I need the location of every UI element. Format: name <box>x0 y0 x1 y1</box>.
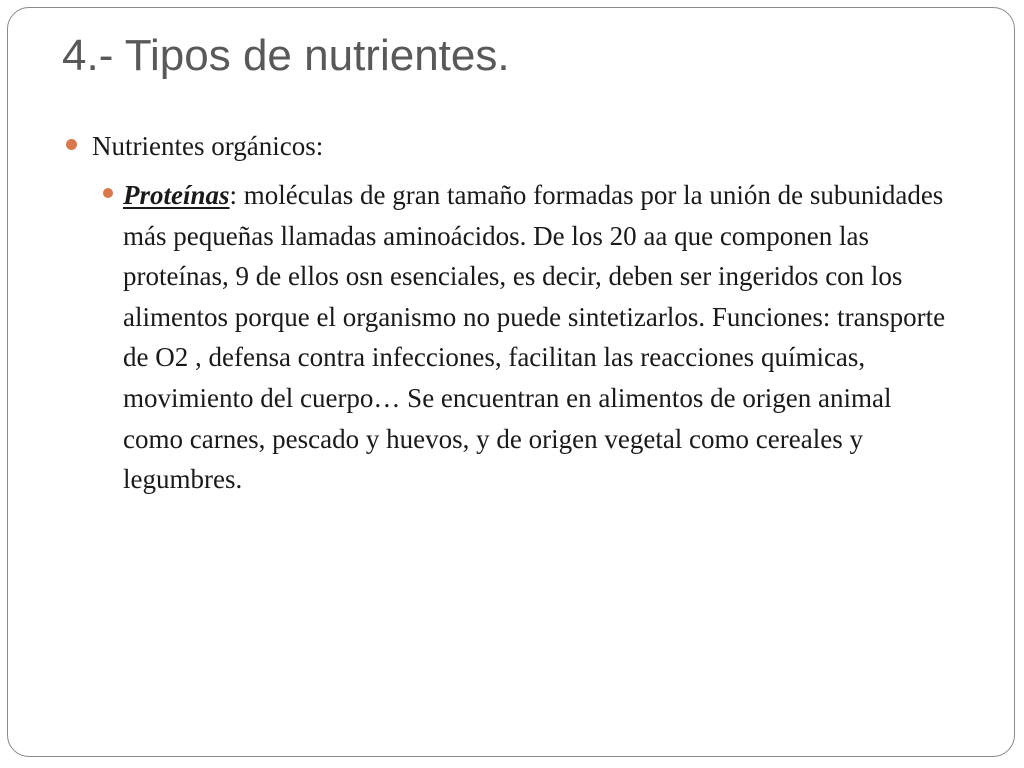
bullet-dot-icon <box>66 139 77 150</box>
proteinas-description: : moléculas de gran tamaño formadas por la unión de subunidades más pequeñas llamadas aminoácidos. De los 20 aa que componen las proteínas, 9 de ellos osn esenciales, es decir, deben ser ingeridos con los alimentos porque el organismo no puede sintetizarlos. Funciones: transporte de O2 , defensa contra infecciones, facilitan las reacciones químicas, movimiento del cuerpo… Se encuentran en alimentos de origen animal como carnes, pescado y huevos, y de origen vegetal como cereales y legumbres. <box>123 180 946 495</box>
sub-bullet-dot-icon <box>103 188 113 198</box>
slide-title: 4.- Tipos de nutrientes. <box>62 31 510 80</box>
bullet-nutrientes-organicos: Nutrientes orgánicos: <box>92 131 324 161</box>
term-proteinas: Proteínas <box>123 180 230 210</box>
sub-bullet-proteinas <box>123 175 953 500</box>
